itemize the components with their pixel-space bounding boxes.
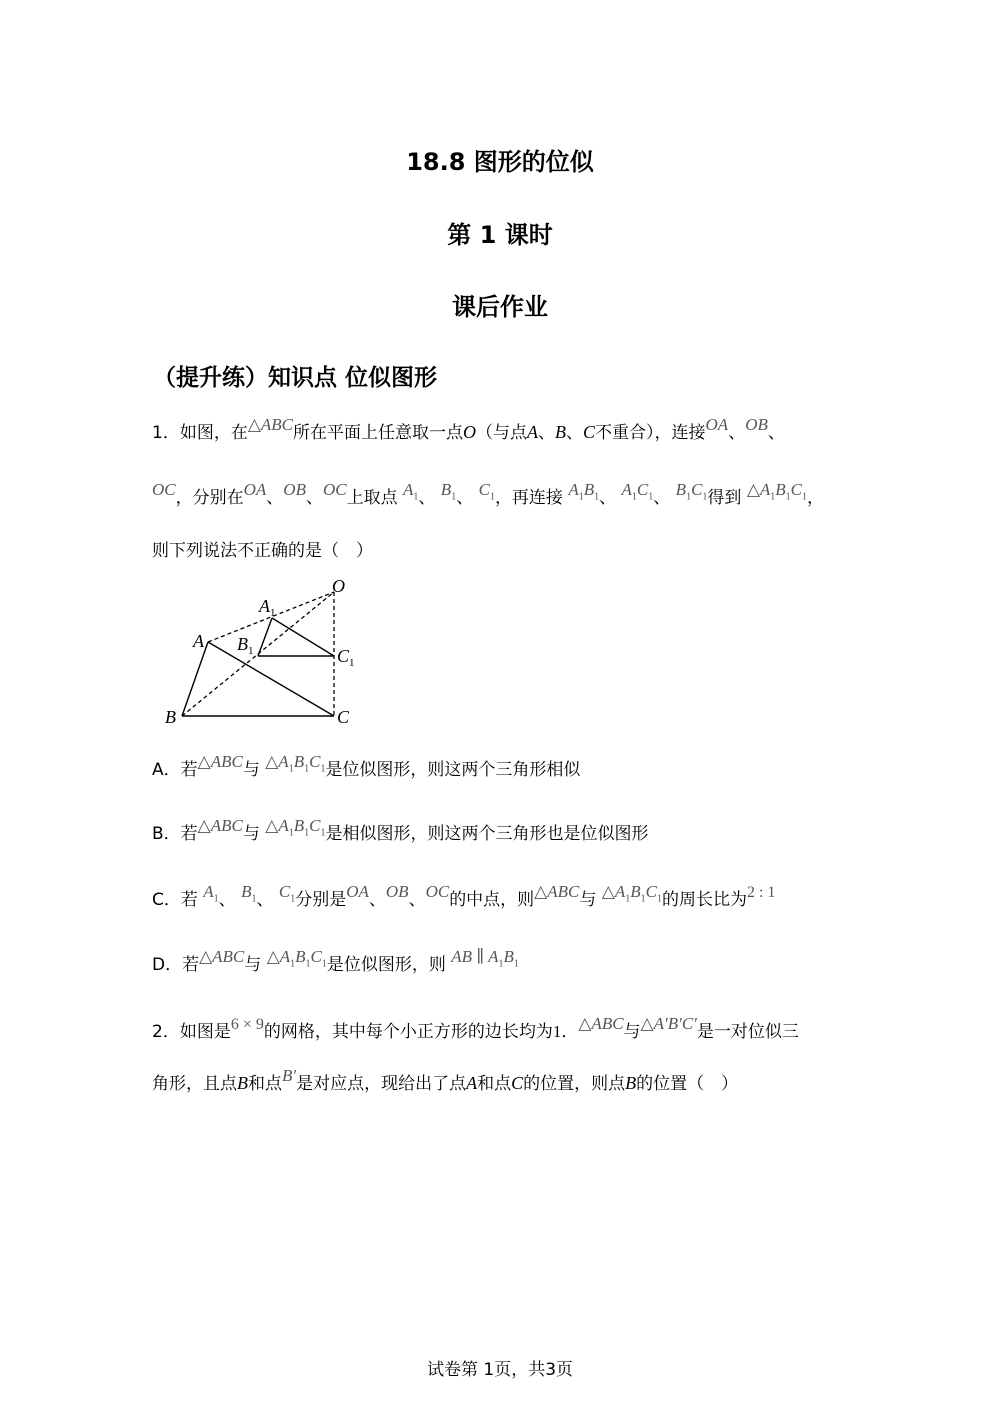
option-c-oa: OA — [346, 882, 369, 901]
q2-point-b: B — [625, 1073, 637, 1093]
q2-text: 如图是 — [179, 1022, 231, 1042]
option-c-triangle-a1b1c1: $\triangle A_1B_1C_1$ — [601, 882, 662, 905]
option-b-label: B．若 — [152, 824, 198, 844]
option-d-label: D．若 — [152, 955, 200, 975]
label-b: B — [165, 707, 176, 727]
q2-text: 和点 — [477, 1074, 512, 1094]
q1-segment-oa: OA — [243, 480, 267, 499]
q2-triangle-abc: △ABC — [578, 1014, 624, 1033]
q1-text: ，再连接 — [494, 488, 563, 508]
q2-text: 的位置，则点 — [523, 1074, 626, 1094]
option-c-triangle: △ABC — [534, 882, 580, 901]
homework-title: 课后作业 — [452, 293, 548, 321]
option-text: 与 — [242, 760, 260, 780]
option-sep: 、 — [218, 890, 236, 910]
dashed-ob — [182, 592, 334, 716]
q1-segment-oa: OA — [705, 415, 729, 434]
option-text: 与 — [244, 955, 262, 975]
q1-sep: 、 — [418, 488, 436, 508]
option-c — [152, 882, 776, 919]
option-text: 的中点，则 — [449, 890, 535, 910]
q1-text: ，分别在 — [175, 488, 244, 508]
q1-line-2 — [152, 480, 825, 517]
option-c-ratio: 2 : 1 — [746, 884, 776, 901]
q1-segment-a1c1: $A_1C_1$ — [621, 480, 654, 503]
q1-text: ， — [807, 488, 825, 508]
q1-segment-oc: OC — [322, 480, 347, 499]
option-sep: 、 — [256, 890, 274, 910]
triangle-figure — [160, 572, 370, 732]
q1-number: 1． — [152, 423, 180, 443]
option-b-text: 是相似图形，则这两个三角形也是位似图形 — [325, 824, 649, 844]
option-text: 与 — [242, 824, 260, 844]
q1-point-c1: $C_1$ — [478, 480, 495, 503]
page-footer: 试卷第 1页，共3页 — [426, 1360, 574, 1380]
q1-text: （与点 — [476, 423, 528, 443]
q2-point-b: B — [237, 1073, 248, 1093]
q1-sep: 、 — [266, 488, 284, 508]
q2-line-1 — [152, 1014, 799, 1045]
option-a-triangle: △ABC — [197, 752, 243, 771]
q1-text: 如图，在 — [179, 423, 248, 443]
q1-text: 不重合），连接 — [595, 423, 706, 443]
q2-grid-size: 6 × 9 — [230, 1016, 264, 1033]
q2-line-2 — [152, 1066, 739, 1096]
q1-line-3: 则下列说法不正确的是（ ） — [152, 541, 373, 561]
q2-point-c: C — [511, 1073, 524, 1093]
q1-sep: 、 — [728, 423, 746, 443]
q2-unit: 1． — [552, 1022, 579, 1041]
q1-text: 得到 — [707, 488, 742, 508]
label-o: O — [332, 576, 345, 596]
q1-point-a1: $A_1$ — [403, 480, 419, 503]
q1-line-1 — [152, 415, 785, 445]
q1-sep: 、 — [767, 423, 785, 443]
q1-segment-oc: OC — [152, 480, 176, 499]
option-a-text: 是位似图形，则这两个三角形相似 — [325, 760, 581, 780]
option-c-oc: OC — [425, 882, 450, 901]
option-b-triangle: △ABC — [197, 816, 243, 835]
q1-segment-ob: OB — [283, 480, 306, 499]
option-c-point-a1: $A_1$ — [203, 882, 219, 905]
q1-segment-ob: OB — [745, 415, 768, 434]
option-c-ob: OB — [385, 882, 409, 901]
option-d-parallel: AB ∥ $A_1B_1$ — [451, 947, 519, 970]
option-c-label: C．若 — [152, 890, 198, 910]
option-sep: 、 — [408, 890, 426, 910]
q2-point-b-prime: B′ — [282, 1066, 297, 1085]
q1-text: 所在平面上任意取一点 — [293, 423, 464, 443]
section-heading: （提升练）知识点 位似图形 — [153, 365, 438, 391]
label-a1: $A_1$ — [259, 596, 276, 619]
q1-sep: 、 — [566, 423, 584, 443]
q2-text: 的网格，其中每个小正方形的边长均为 — [263, 1022, 553, 1042]
option-text: 与 — [579, 890, 597, 910]
option-c-point-c1: $C_1$ — [278, 882, 296, 905]
option-b-triangle-a1b1c1: $\triangle A_1B_1C_1$ — [265, 816, 326, 839]
q2-text: 和点 — [248, 1074, 282, 1094]
label-c: C — [337, 707, 350, 727]
q2-number: 2． — [152, 1022, 180, 1042]
q1-point-o: O — [463, 422, 477, 442]
document-title: 18.8 图形的位似 — [406, 148, 594, 176]
q1-segment-b1c1: $B_1C_1$ — [675, 480, 708, 503]
q1-point-c: C — [583, 422, 596, 442]
q1-segment-a1b1: $A_1B_1$ — [568, 480, 600, 503]
label-a: A — [193, 631, 204, 651]
q2-text: 是一对位似三 — [696, 1022, 799, 1042]
option-a-triangle-a1b1c1: $\triangle A_1B_1C_1$ — [265, 752, 326, 775]
option-text: 分别是 — [295, 890, 347, 910]
q2-text: 是对应点，现给出了点 — [296, 1074, 467, 1094]
q2-text: 角形，且点 — [152, 1074, 237, 1094]
q1-sep: 、 — [653, 488, 671, 508]
label-b1: $B_1$ — [237, 634, 254, 657]
q1-sep: 、 — [456, 488, 474, 508]
option-b — [152, 816, 649, 853]
label-c1: $C_1$ — [337, 646, 355, 669]
q1-text: 上取点 — [346, 488, 398, 508]
lesson-title: 第 1 课时 — [447, 221, 553, 249]
option-d-triangle: △ABC — [199, 947, 245, 966]
q1-sep: 、 — [599, 488, 617, 508]
option-d — [152, 947, 519, 984]
q2-text: 的位置（ ） — [636, 1074, 739, 1094]
option-text: 的周长比为 — [661, 890, 747, 910]
option-d-triangle-a1b1c1: $\triangle A_1B_1C_1$ — [266, 947, 327, 970]
q2-point-a: A — [466, 1073, 478, 1093]
option-c-point-b1: $B_1$ — [241, 882, 257, 905]
q1-point-b: B — [555, 422, 567, 442]
q2-triangle-prime: △A′B′C′ — [640, 1014, 697, 1033]
q1-point-b1: $B_1$ — [440, 480, 457, 503]
q1-sep: 、 — [305, 488, 323, 508]
option-text: 是位似图形，则 — [326, 955, 446, 975]
segment-a1b1 — [258, 618, 272, 656]
q2-text: 与 — [623, 1022, 641, 1042]
q1-triangle-abc: △ABC — [247, 415, 294, 434]
q1-point-a: A — [527, 422, 539, 442]
option-sep: 、 — [368, 890, 386, 910]
option-a-label: A．若 — [152, 760, 198, 780]
segment-a1c1 — [272, 618, 334, 656]
q1-triangle-a1b1c1: $\triangle A_1B_1C_1$ — [746, 480, 808, 503]
q1-sep: 、 — [538, 423, 556, 443]
option-a — [152, 752, 581, 789]
